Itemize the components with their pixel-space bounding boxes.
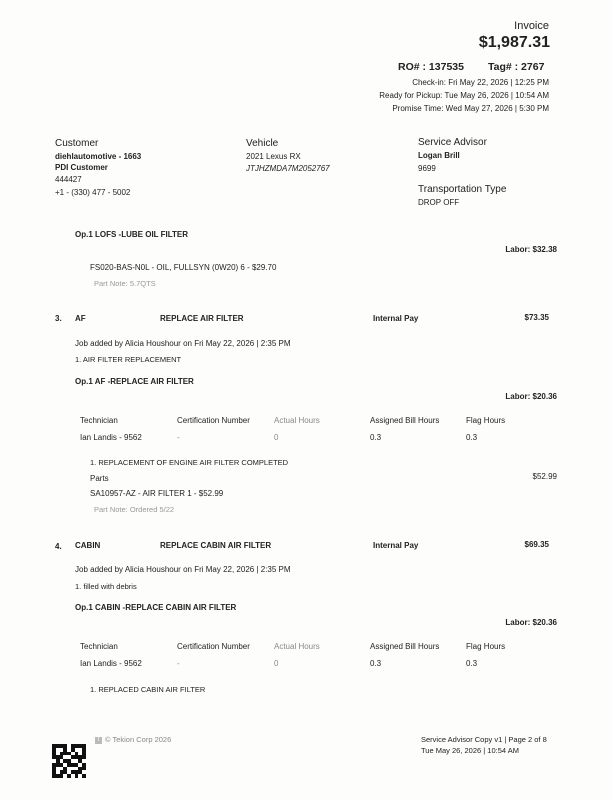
transport-heading: Transportation Type [418,184,507,195]
prev-part-line: FS020-BAS-N0L - OIL, FULLSYN (0W20) 6 - $29.70 [90,263,277,272]
footer-copy-info: Service Advisor Copy v1 | Page 2 of 8 [421,735,547,744]
job4-th-assigned: Assigned Bill Hours [370,642,440,651]
advisor-heading: Service Advisor [418,137,487,148]
job4-labor: Labor: $20.36 [505,618,557,627]
job4-actual-hours: 0 [274,659,279,668]
job3-part-line: SA10957-AZ - AIR FILTER 1 - $52.99 [90,489,224,498]
job4-technician: Ian Landis - 9562 [80,659,142,668]
footer-brand-text: © Tekion Corp 2026 [105,735,172,744]
job3-amount: $73.35 [524,313,549,322]
job3-pay-type: Internal Pay [373,314,419,323]
ready-time: Ready for Pickup: Tue May 26, 2026 | 10:54 AM [379,91,549,100]
job3-labor: Labor: $20.36 [505,392,557,401]
job4-th-flag: Flag Hours [466,642,506,651]
footer-brand [95,735,171,744]
job3-assigned-hours: 0.3 [370,433,382,442]
checkin-time: Check-in: Fri May 22, 2026 | 12:25 PM [412,78,549,87]
customer-phone: +1 - (330) 477 - 5002 [55,188,131,197]
job4-description: REPLACE CABIN AIR FILTER [160,541,272,550]
job3-parts-label: Parts [90,474,109,483]
job3-th-actual: Actual Hours [274,416,320,425]
job3-actual-hours: 0 [274,433,279,442]
job3-number: 3. [55,314,62,323]
job3-part-note: Part Note: Ordered 5/22 [94,505,175,514]
job4-amount: $69.35 [524,540,549,549]
advisor-id: 9699 [418,164,436,173]
customer-type: PDI Customer [55,163,108,172]
invoice-total: $1,987.31 [478,34,550,51]
job4-assigned-hours: 0.3 [370,659,382,668]
job3-th-certification: Certification Number [177,416,250,425]
ro-number: RO# : 137535 [398,61,464,73]
job4-certification: - [177,659,180,668]
footer-date: Tue May 26, 2026 | 10:54 AM [421,746,519,755]
job3-op-line: Op.1 AF -REPLACE AIR FILTER [75,377,194,386]
job3-description: REPLACE AIR FILTER [160,314,244,323]
job4-number: 4. [55,542,62,551]
vehicle-heading: Vehicle [246,138,279,149]
job4-pay-type: Internal Pay [373,541,419,550]
prev-op-line: Op.1 LOFS -LUBE OIL FILTER [75,230,189,239]
job3-parts-total: $52.99 [532,472,557,481]
job4-story: 1. REPLACED CABIN AIR FILTER [90,685,206,694]
tekion-logo-icon: T [96,736,101,743]
job3-th-assigned: Assigned Bill Hours [370,416,440,425]
promise-time: Promise Time: Wed May 27, 2026 | 5:30 PM [392,104,549,113]
customer-name: diehlautomotive - 1663 [55,152,142,161]
job3-story: 1. REPLACEMENT OF ENGINE AIR FILTER COMPLETED [90,458,289,467]
job3-added-by: Job added by Alicia Houshour on Fri May 22, 2026 | 2:35 PM [75,339,291,348]
job3-flag-hours: 0.3 [466,433,478,442]
job4-op-line: Op.1 CABIN -REPLACE CABIN AIR FILTER [75,603,237,612]
job4-flag-hours: 0.3 [466,659,478,668]
vehicle-model: 2021 Lexus RX [246,152,301,161]
transport-type: DROP OFF [418,198,460,207]
customer-id: 444427 [55,175,82,184]
job3-code: AF [75,314,86,323]
tag-number: Tag# : 2767 [488,61,545,73]
job4-added-by: Job added by Alicia Houshour on Fri May 22, 2026 | 2:35 PM [75,565,291,574]
job3-technician: Ian Landis - 9562 [80,433,142,442]
job4-code: CABIN [75,541,101,550]
job4-concern: 1. filled with debris [75,582,137,591]
prev-part-note: Part Note: 5.7QTS [94,279,156,288]
vehicle-vin: JTJHZMDA7M2052767 [246,164,330,173]
job3-concern: 1. AIR FILTER REPLACEMENT [75,355,182,364]
job3-th-technician: Technician [80,416,118,425]
prev-labor: Labor: $32.38 [505,245,557,254]
job3-th-flag: Flag Hours [466,416,506,425]
invoice-title: Invoice [514,20,549,32]
job4-th-certification: Certification Number [177,642,250,651]
job3-certification: - [177,433,180,442]
customer-heading: Customer [55,138,99,149]
advisor-name: Logan Brill [418,151,460,160]
job4-th-actual: Actual Hours [274,642,320,651]
job4-th-technician: Technician [80,642,118,651]
qr-code-icon [52,744,86,778]
